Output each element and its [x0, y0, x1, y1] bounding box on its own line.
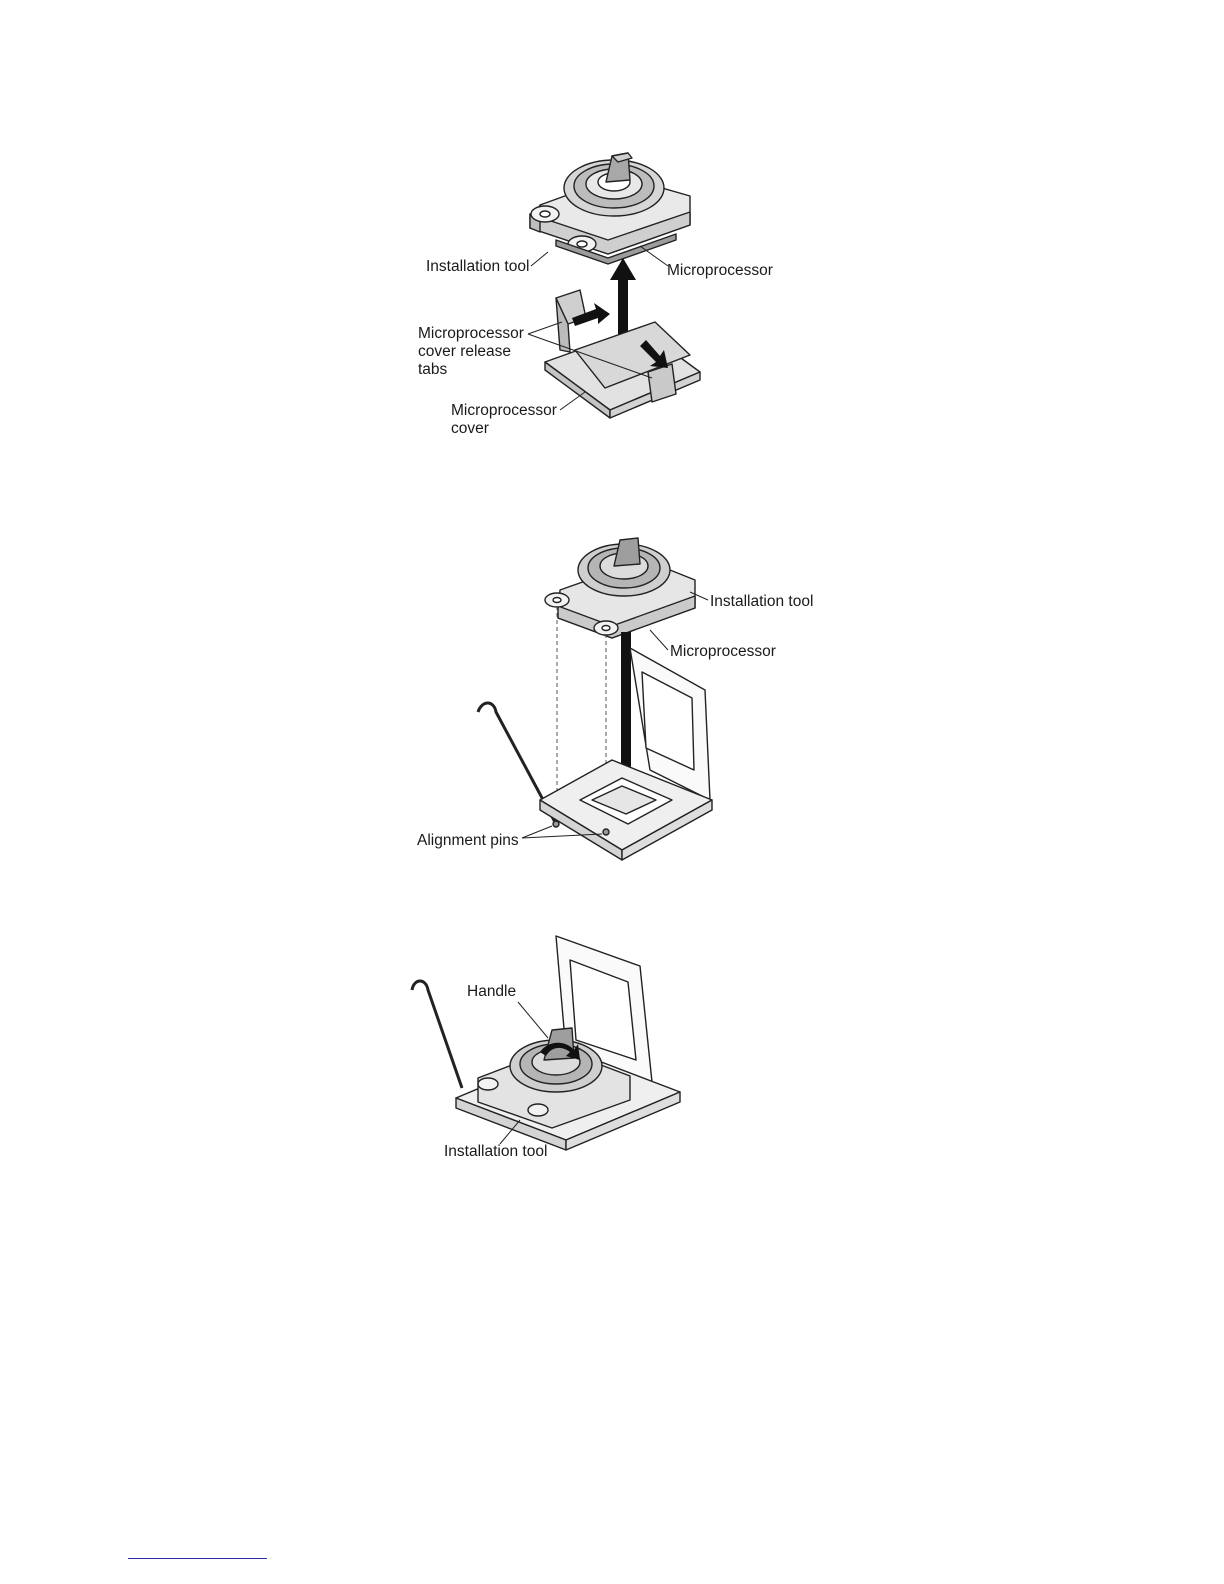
label-microprocessor: Microprocessor: [667, 262, 773, 279]
footer-rule: [128, 1558, 267, 1559]
label-installation-tool: Installation tool: [426, 258, 530, 275]
label-line: tabs: [418, 361, 448, 378]
label-microprocessor: Microprocessor: [670, 643, 776, 660]
label-installation-tool: Installation tool: [710, 593, 814, 610]
label-line: Microprocessor: [418, 325, 524, 342]
label-line: Microprocessor: [451, 402, 557, 419]
label-alignment-pins: Alignment pins: [417, 832, 519, 849]
label-installation-tool: Installation tool: [444, 1143, 548, 1160]
label-handle: Handle: [467, 983, 517, 1000]
label-line: cover: [451, 420, 489, 437]
label-line: cover release: [418, 343, 512, 360]
